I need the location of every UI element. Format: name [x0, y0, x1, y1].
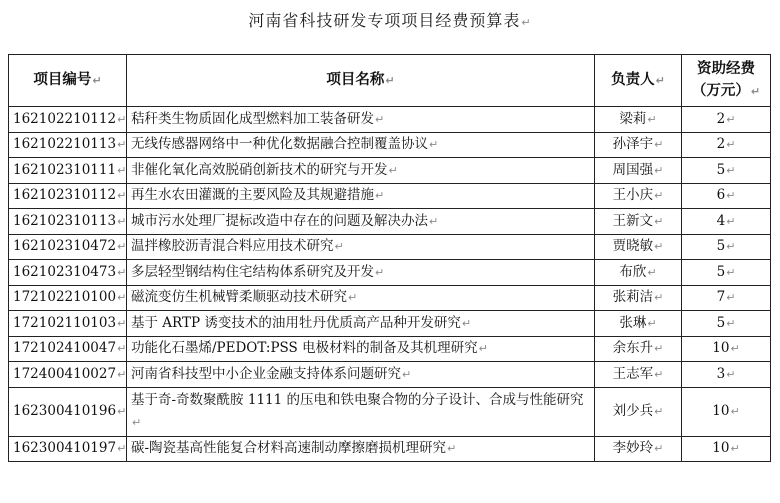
- paragraph-mark-icon: ↵: [726, 367, 736, 381]
- cell-code: 162102310112↵: [9, 183, 127, 209]
- table-row: [9, 209, 771, 235]
- paragraph-mark-icon: ↵: [429, 138, 439, 152]
- cell-funding: 7↵: [682, 285, 771, 311]
- cell-code: 172102410047↵: [9, 336, 127, 362]
- paragraph-mark-icon: ↵: [654, 367, 664, 381]
- paragraph-mark-icon: ↵: [348, 291, 358, 305]
- paragraph-mark-icon: ↵: [647, 265, 657, 279]
- paragraph-mark-icon: ↵: [654, 214, 664, 228]
- table-row: [9, 260, 771, 286]
- cell-person: 王小庆↵: [595, 183, 682, 209]
- cell-name: 无线传感器网络中一种优化数据融合控制覆盖协议↵: [127, 132, 595, 158]
- paragraph-mark-icon: ↵: [726, 189, 736, 203]
- cell-code: 162102310472↵: [9, 234, 127, 260]
- cell-person: 王志军↵: [595, 362, 682, 388]
- paragraph-mark-icon: ↵: [117, 405, 127, 418]
- paragraph-mark-icon: ↵: [655, 74, 665, 87]
- table-row: [9, 183, 771, 209]
- cell-name: 功能化石墨烯/PEDOT:PSS 电极材料的制备及其机理研究↵: [127, 336, 595, 362]
- table-row: [9, 387, 771, 436]
- budget-table: [8, 54, 771, 462]
- cell-code: 172102210100↵: [9, 285, 127, 311]
- cell-name: 温拌橡胶沥青混合料应用技术研究↵: [127, 234, 595, 260]
- cell-person: 李妙玲↵: [595, 436, 682, 462]
- paragraph-mark-icon: ↵: [726, 163, 736, 177]
- paragraph-mark-icon: ↵: [117, 189, 127, 203]
- cell-funding: 6↵: [682, 183, 771, 209]
- cell-funding: 10↵: [682, 436, 771, 462]
- paragraph-mark-icon: ↵: [654, 291, 664, 305]
- paragraph-mark-icon: ↵: [726, 265, 736, 279]
- paragraph-mark-icon: ↵: [521, 16, 532, 29]
- paragraph-mark-icon: ↵: [654, 138, 664, 152]
- cell-funding: 5↵: [682, 234, 771, 260]
- paragraph-mark-icon: ↵: [726, 316, 736, 330]
- paragraph-mark-icon: ↵: [402, 367, 412, 381]
- header-funding: 资助经费 （万元）↵: [682, 55, 771, 107]
- table-row: [9, 436, 771, 462]
- cell-code: 162102210112↵: [9, 107, 127, 133]
- cell-name: 城市污水处理厂提标改造中存在的问题及解决办法↵: [127, 209, 595, 235]
- header-code: 项目编号↵: [9, 55, 127, 107]
- cell-code: 162102210113↵: [9, 132, 127, 158]
- cell-code: 172400410027↵: [9, 362, 127, 388]
- paragraph-mark-icon: ↵: [385, 74, 395, 87]
- cell-person: 王新文↵: [595, 209, 682, 235]
- cell-code: 172102110103↵: [9, 311, 127, 337]
- paragraph-mark-icon: ↵: [654, 189, 664, 203]
- paragraph-mark-icon: ↵: [730, 342, 740, 356]
- cell-funding: 3↵: [682, 362, 771, 388]
- cell-person: 周国强↵: [595, 158, 682, 184]
- cell-name: 磁流变仿生机械臂柔顺驱动技术研究↵: [127, 285, 595, 311]
- header-name: 项目名称↵: [127, 55, 595, 107]
- paragraph-mark-icon: ↵: [726, 112, 736, 126]
- paragraph-mark-icon: ↵: [461, 316, 472, 330]
- title-text: 河南省科技研发专项项目经费预算表: [248, 11, 521, 30]
- cell-funding: 5↵: [682, 311, 771, 337]
- paragraph-mark-icon: ↵: [117, 316, 127, 330]
- paragraph-mark-icon: ↵: [730, 405, 740, 418]
- cell-name: 多层轻型钢结构住宅结构体系研究及开发↵: [127, 260, 595, 286]
- table-row: [9, 132, 771, 158]
- cell-person: 张莉洁↵: [595, 285, 682, 311]
- cell-name: 基于 ARTP 诱变技术的油用牡丹优质高产品种开发研究↵: [127, 311, 595, 337]
- table-row: [9, 158, 771, 184]
- cell-name: 基于奇-奇数聚酰胺 1111 的压电和铁电聚合物的分子设计、合成与性能研究↵: [127, 387, 595, 436]
- cell-funding: 10↵: [682, 336, 771, 362]
- cell-funding: 2↵: [682, 132, 771, 158]
- cell-name: 再生水农田灌溉的主要风险及其规避措施↵: [127, 183, 595, 209]
- paragraph-mark-icon: ↵: [117, 163, 127, 177]
- cell-code: 162300410197↵: [9, 436, 127, 462]
- paragraph-mark-icon: ↵: [429, 214, 439, 228]
- paragraph-mark-icon: ↵: [117, 240, 127, 254]
- paragraph-mark-icon: ↵: [647, 112, 657, 126]
- header-person: 负责人↵: [595, 55, 682, 107]
- paragraph-mark-icon: ↵: [117, 112, 127, 126]
- cell-person: 布欣↵: [595, 260, 682, 286]
- paragraph-mark-icon: ↵: [654, 442, 664, 456]
- paragraph-mark-icon: ↵: [117, 291, 127, 305]
- paragraph-mark-icon: ↵: [117, 342, 127, 356]
- cell-person: 张琳↵: [595, 311, 682, 337]
- cell-code: 162300410196↵: [9, 387, 127, 436]
- paragraph-mark-icon: ↵: [117, 265, 127, 279]
- cell-person: 刘少兵↵: [595, 387, 682, 436]
- cell-name: 河南省科技型中小企业金融支持体系问题研究↵: [127, 362, 595, 388]
- table-row: [9, 107, 771, 133]
- paragraph-mark-icon: ↵: [132, 416, 142, 429]
- paragraph-mark-icon: ↵: [647, 316, 657, 330]
- paragraph-mark-icon: ↵: [117, 138, 127, 152]
- cell-person: 孙泽宇↵: [595, 132, 682, 158]
- cell-code: 162102310111↵: [9, 158, 127, 184]
- paragraph-mark-icon: ↵: [388, 163, 398, 177]
- paragraph-mark-icon: ↵: [726, 214, 736, 228]
- paragraph-mark-icon: ↵: [375, 189, 385, 203]
- cell-person: 贾晓敏↵: [595, 234, 682, 260]
- cell-code: 162102310113↵: [9, 209, 127, 235]
- cell-name: 秸秆类生物质固化成型燃料加工装备研发↵: [127, 107, 595, 133]
- paragraph-mark-icon: ↵: [730, 442, 740, 456]
- paragraph-mark-icon: ↵: [375, 112, 385, 126]
- cell-name: 非催化氧化高效脱硝创新技术的研究与开发↵: [127, 158, 595, 184]
- paragraph-mark-icon: ↵: [334, 240, 344, 254]
- paragraph-mark-icon: ↵: [117, 442, 127, 456]
- cell-person: 梁莉↵: [595, 107, 682, 133]
- cell-funding: 4↵: [682, 209, 771, 235]
- paragraph-mark-icon: ↵: [117, 214, 127, 228]
- paragraph-mark-icon: ↵: [726, 291, 736, 305]
- paragraph-mark-icon: ↵: [654, 342, 664, 356]
- table-row: [9, 285, 771, 311]
- paragraph-mark-icon: ↵: [726, 240, 736, 254]
- paragraph-mark-icon: ↵: [117, 367, 127, 381]
- cell-funding: 5↵: [682, 158, 771, 184]
- table-row: [9, 336, 771, 362]
- paragraph-mark-icon: ↵: [478, 342, 488, 356]
- document-title: [0, 8, 780, 31]
- table-row: [9, 362, 771, 388]
- cell-code: 162102310473↵: [9, 260, 127, 286]
- paragraph-mark-icon: ↵: [92, 74, 102, 87]
- cell-name: 碳-陶瓷基高性能复合材料高速制动摩擦磨损机理研究↵: [127, 436, 595, 462]
- paragraph-mark-icon: ↵: [750, 85, 761, 98]
- cell-funding: 2↵: [682, 107, 771, 133]
- cell-funding: 10↵: [682, 387, 771, 436]
- paragraph-mark-icon: ↵: [654, 405, 664, 418]
- cell-person: 余东升↵: [595, 336, 682, 362]
- cell-funding: 5↵: [682, 260, 771, 286]
- paragraph-mark-icon: ↵: [654, 163, 664, 177]
- table-header-row: [9, 55, 771, 107]
- paragraph-mark-icon: ↵: [375, 265, 385, 279]
- table-row: [9, 311, 771, 337]
- paragraph-mark-icon: ↵: [726, 138, 736, 152]
- table-row: [9, 234, 771, 260]
- paragraph-mark-icon: ↵: [447, 442, 457, 456]
- paragraph-mark-icon: ↵: [654, 240, 664, 254]
